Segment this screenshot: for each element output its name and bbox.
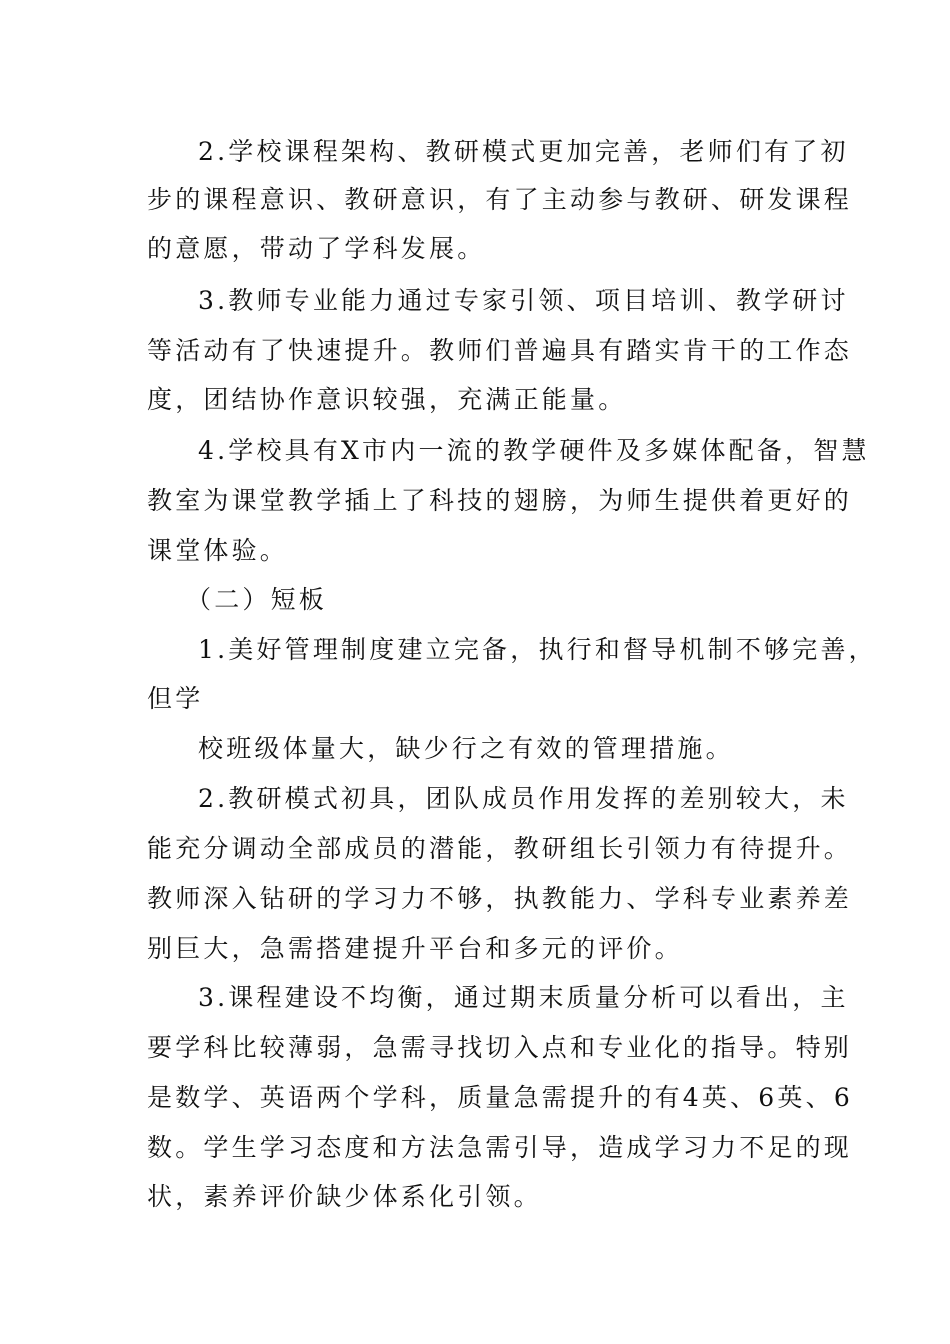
shortcoming-2-line-3: 教师深入钻研的学习力不够，执教能力、学科专业素养差	[147, 884, 853, 913]
section-heading-shortcomings: （二）短板	[186, 585, 328, 614]
shortcoming-1-line-2: 但学	[147, 684, 204, 713]
shortcoming-2-line-2: 能充分调动全部成员的潜能，教研组长引领力有待提升。	[147, 834, 853, 863]
shortcoming-1-line-1: 1.美好管理制度建立完备，执行和督导机制不够完善，	[198, 635, 877, 664]
paragraph-3-line-1: 3.教师专业能力通过专家引领、项目培训、教学研讨	[198, 286, 849, 315]
paragraph-2-line-3: 的意愿，带动了学科发展。	[147, 234, 486, 263]
shortcoming-3-line-5: 状，素养评价缺少体系化引领。	[147, 1182, 542, 1211]
shortcoming-3-line-2: 要学科比较薄弱，急需寻找切入点和专业化的指导。特别	[147, 1033, 853, 1062]
paragraph-4-line-2: 教室为课堂教学插上了科技的翅膀，为师生提供着更好的	[147, 486, 853, 515]
shortcoming-3-line-4: 数。学生学习态度和方法急需引导，造成学习力不足的现	[147, 1133, 853, 1162]
paragraph-3-line-2: 等活动有了快速提升。教师们普遍具有踏实肯干的工作态	[147, 336, 853, 365]
shortcoming-3-line-1: 3.课程建设不均衡，通过期末质量分析可以看出，主	[198, 983, 849, 1012]
shortcoming-2-line-1: 2.教研模式初具，团队成员作用发挥的差别较大，未	[198, 784, 849, 813]
shortcoming-2-line-4: 别巨大，急需搭建提升平台和多元的评价。	[147, 934, 683, 963]
paragraph-2-line-2: 步的课程意识、教研意识，有了主动参与教研、研发课程	[147, 185, 853, 214]
paragraph-4-line-3: 课堂体验。	[147, 536, 289, 565]
paragraph-3-line-3: 度，团结协作意识较强，充满正能量。	[147, 385, 627, 414]
shortcoming-3-line-3: 是数学、英语两个学科，质量急需提升的有4英、6英、6	[147, 1083, 853, 1112]
paragraph-4-line-1: 4.学校具有X市内一流的教学硬件及多媒体配备，智慧	[198, 436, 870, 465]
paragraph-2-line-1: 2.学校课程架构、教研模式更加完善，老师们有了初	[198, 137, 849, 166]
shortcoming-1-line-3: 校班级体量大，缺少行之有效的管理措施。	[198, 734, 734, 763]
